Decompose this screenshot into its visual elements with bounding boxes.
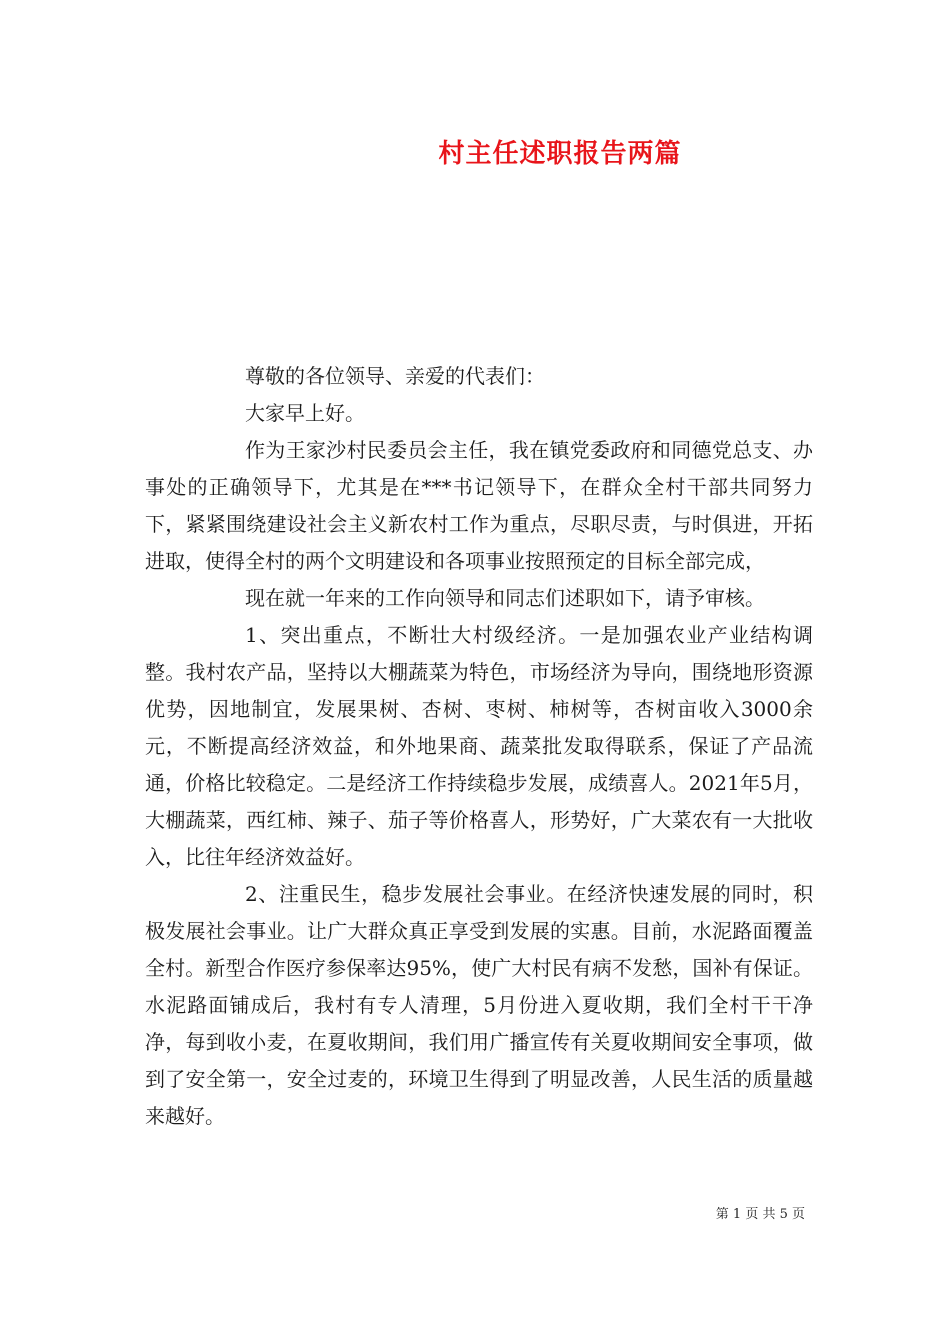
page-number-footer: 第 1 页 共 5 页 [715,1207,805,1222]
economy-paragraph: 1、突出重点，不断壮大村级经济。一是加强农业产业结构调整。我村农产品，坚持以大棚蔬菜为特色，市场经济为导向，围绕地形资源优势，因地制宜，发展果树、杏树、枣树、柿树等，杏树亩收入3000余元，不断提高经济效益，和外地果商、蔬菜批发取得联系，保证了产品流通，价格比较稳定。二是经济工作持续稳步发展，成绩喜人。2021年5月，大棚蔬菜，西红柿、辣子、茄子等价格喜人，形势好，广大菜农有一大批收入，比往年经济效益好。 [145,623,813,869]
document-body [145,358,813,1135]
intro-paragraph: 作为王家沙村民委员会主任，我在镇党委政府和同德党总支、办事处的正确领导下，尤其是在***书记领导下，在群众全村干部共同努力下，紧紧围绕建设社会主义新农村工作为重点，尽职尽责，与时俱进，开拓进取，使得全村的两个文明建设和各项事业按照预定的目标全部完成， [145,438,813,573]
greeting-paragraph: 大家早上好。 [245,401,365,425]
livelihood-paragraph: 2、注重民生，稳步发展社会事业。在经济快速发展的同时，积极发展社会事业。让广大群众真正享受到发展的实惠。目前，水泥路面覆盖全村。新型合作医疗参保率达95%，使广大村民有病不发愁，国补有保证。水泥路面铺成后，我村有专人清理，5月份进入夏收期，我们全村干干净净，每到收小麦，在夏收期间，我们用广播宣传有关夏收期间安全事项，做到了安全第一，安全过麦的，环境卫生得到了明显改善，人民生活的质量越来越好。 [145,882,813,1128]
salutation-paragraph: 尊敬的各位领导、亲爱的代表们： [245,364,545,388]
document-title: 村主任述职报告两篇 [438,139,682,169]
report-intro-paragraph: 现在就一年来的工作向领导和同志们述职如下，请予审核。 [245,586,765,610]
